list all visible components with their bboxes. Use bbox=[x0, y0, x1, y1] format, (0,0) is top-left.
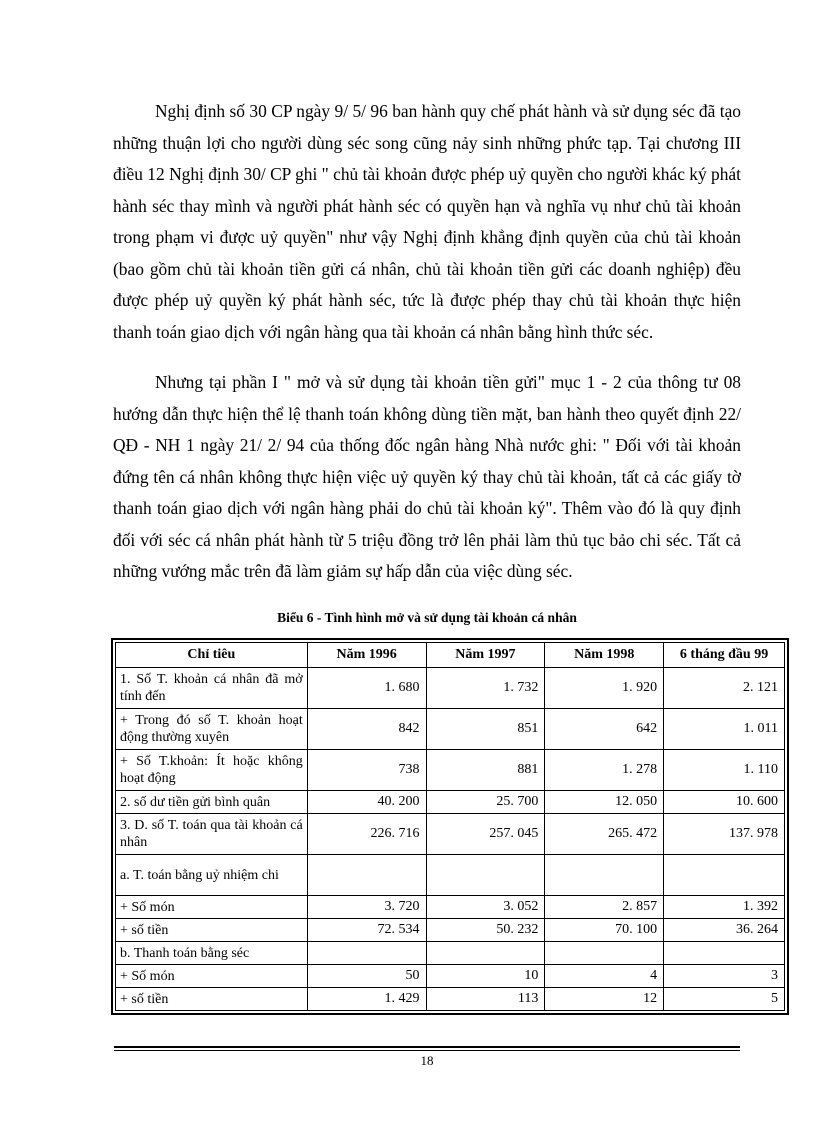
table-row bbox=[116, 988, 785, 1011]
cell-value: 10 bbox=[426, 965, 545, 988]
cell-value bbox=[664, 855, 785, 896]
cell-value: 265. 472 bbox=[545, 814, 664, 855]
table-row bbox=[116, 855, 785, 896]
cell-value: 50. 232 bbox=[426, 919, 545, 942]
cell-value: 3 bbox=[664, 965, 785, 988]
cell-value: 40. 200 bbox=[307, 791, 426, 814]
cell-value: 137. 978 bbox=[664, 814, 785, 855]
account-usage-table bbox=[115, 642, 785, 1011]
cell-value bbox=[307, 855, 426, 896]
row-label: + Số món bbox=[116, 896, 308, 919]
cell-value: 226. 716 bbox=[307, 814, 426, 855]
table-caption: Biểu 6 - Tình hình mở và sử dụng tài khoản cá nhân bbox=[277, 610, 577, 625]
cell-value: 12. 050 bbox=[545, 791, 664, 814]
cell-value: 4 bbox=[545, 965, 664, 988]
cell-value bbox=[426, 855, 545, 896]
data-table-frame bbox=[111, 638, 789, 1015]
row-label: 3. D. số T. toán qua tài khoản cá nhân bbox=[116, 814, 308, 855]
row-label: a. T. toán bằng uỷ nhiệm chi bbox=[116, 855, 308, 896]
cell-value: 1. 680 bbox=[307, 668, 426, 709]
header-1997: Năm 1997 bbox=[426, 643, 545, 668]
cell-value: 2. 121 bbox=[664, 668, 785, 709]
body-paragraph-2 bbox=[113, 367, 741, 588]
cell-value bbox=[426, 942, 545, 965]
cell-value: 1. 392 bbox=[664, 896, 785, 919]
cell-value: 1. 920 bbox=[545, 668, 664, 709]
cell-value: 36. 264 bbox=[664, 919, 785, 942]
cell-value: 1. 110 bbox=[664, 750, 785, 791]
cell-value: 72. 534 bbox=[307, 919, 426, 942]
cell-value bbox=[545, 942, 664, 965]
header-h1-1999: 6 tháng đầu 99 bbox=[664, 643, 785, 668]
cell-value bbox=[545, 855, 664, 896]
row-label: + số tiền bbox=[116, 919, 308, 942]
page-number: 18 bbox=[420, 1053, 434, 1068]
cell-value: 12 bbox=[545, 988, 664, 1011]
row-label: + Trong đó số T. khoản hoạt động thường xuyên bbox=[116, 709, 308, 750]
row-label: + số tiền bbox=[116, 988, 308, 1011]
cell-value: 851 bbox=[426, 709, 545, 750]
row-label: b. Thanh toán bằng séc bbox=[116, 942, 308, 965]
cell-value: 257. 045 bbox=[426, 814, 545, 855]
cell-value: 881 bbox=[426, 750, 545, 791]
cell-value bbox=[664, 942, 785, 965]
table-row bbox=[116, 668, 785, 709]
cell-value: 3. 720 bbox=[307, 896, 426, 919]
row-label: 1. Số T. khoản cá nhân đã mở tính đến bbox=[116, 668, 308, 709]
table-row bbox=[116, 919, 785, 942]
paragraph-1-text: Nghị định số 30 CP ngày 9/ 5/ 96 ban hành quy chế phát hành và sử dụng séc đã tạo những thuận lợi cho người dùng séc song cũng nảy sinh những phức tạp. Tại chương III điều 12 Nghị định 30/ CP ghi " chủ tài khoản được phép uỷ quyền cho người khác ký phát hành séc thay mình và người phát hành séc có quyền hạn và nghĩa vụ như chủ tài khoản trong phạm vi được uỷ quyền" như vậy Nghị định khẳng định quyền của chủ tài khoản (bao gồm chủ tài khoản tiền gửi cá nhân, chủ tài khoản tiền gửi các doanh nghiệp) đều được phép uỷ quyền ký phát hành séc, tức là được phép thay chủ tài khoản thực hiện thanh toán giao dịch với ngân hàng qua tài khoản cá nhân bằng hình thức séc. bbox=[113, 101, 741, 342]
cell-value: 1. 429 bbox=[307, 988, 426, 1011]
cell-value: 738 bbox=[307, 750, 426, 791]
footer-rule-thin bbox=[114, 1050, 740, 1051]
cell-value: 2. 857 bbox=[545, 896, 664, 919]
row-label: 2. số dư tiền gửi bình quân bbox=[116, 791, 308, 814]
row-label: + Số món bbox=[116, 965, 308, 988]
cell-value: 113 bbox=[426, 988, 545, 1011]
cell-value: 642 bbox=[545, 709, 664, 750]
table-row bbox=[116, 709, 785, 750]
paragraph-2-text: Nhưng tại phần I " mở và sử dụng tài khoản tiền gửi" mục 1 - 2 của thông tư 08 hướng dẫn thực hiện thể lệ thanh toán không dùng tiền mặt, ban hành theo quyết định 22/ QĐ - NH 1 ngày 21/ 2/ 94 của thống đốc ngân hàng Nhà nước ghi: " Đối với tài khoản đứng tên cá nhân không thực hiện việc uỷ quyền ký thay chủ tài khoản, tất cả các giấy tờ thanh toán giao dịch với ngân hàng phải do chủ tài khoản ký". Thêm vào đó là quy định đối với séc cá nhân phát hành từ 5 triệu đồng trở lên phải làm thủ tục bảo chi séc. Tất cả những vướng mắc trên đã làm giảm sự hấp dẫn của việc dùng séc. bbox=[113, 372, 741, 581]
table-row bbox=[116, 942, 785, 965]
cell-value: 3. 052 bbox=[426, 896, 545, 919]
cell-value bbox=[307, 942, 426, 965]
table-row bbox=[116, 750, 785, 791]
cell-value: 1. 278 bbox=[545, 750, 664, 791]
header-1998: Năm 1998 bbox=[545, 643, 664, 668]
cell-value: 1. 011 bbox=[664, 709, 785, 750]
table-header-row bbox=[116, 643, 785, 668]
footer-rule-thick bbox=[114, 1046, 740, 1048]
table-row bbox=[116, 814, 785, 855]
cell-value: 842 bbox=[307, 709, 426, 750]
table-row bbox=[116, 791, 785, 814]
row-label: + Số T.khoản: Ít hoặc không hoạt động bbox=[116, 750, 308, 791]
cell-value: 1. 732 bbox=[426, 668, 545, 709]
cell-value: 10. 600 bbox=[664, 791, 785, 814]
header-1996: Năm 1996 bbox=[307, 643, 426, 668]
cell-value: 50 bbox=[307, 965, 426, 988]
header-indicator: Chỉ tiêu bbox=[116, 643, 308, 668]
cell-value: 70. 100 bbox=[545, 919, 664, 942]
body-paragraph-1 bbox=[113, 96, 741, 348]
table-row bbox=[116, 965, 785, 988]
table-row bbox=[116, 896, 785, 919]
cell-value: 5 bbox=[664, 988, 785, 1011]
cell-value: 25. 700 bbox=[426, 791, 545, 814]
